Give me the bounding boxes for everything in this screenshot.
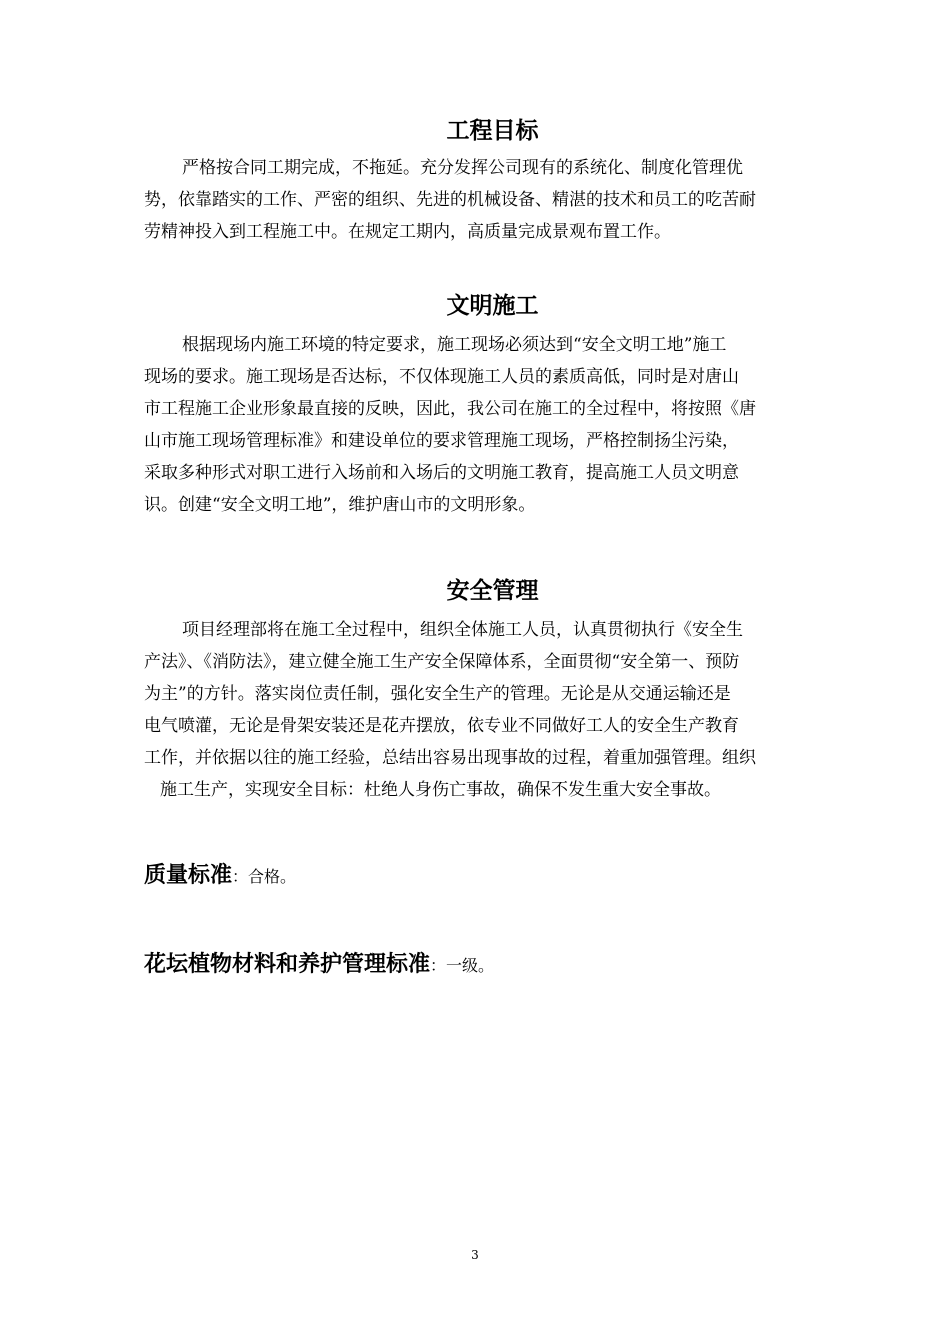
section-body-civilized-construction [144, 329, 808, 521]
paragraph-line: 项目经理部将在施工全过程中，组织全体施工人员，认真贯彻执行《安全生 [182, 620, 743, 640]
paragraph-line: 产法》、《消防法》，建立健全施工生产安全保障体系，全面贯彻“安全第一、预防 [144, 652, 740, 672]
paragraph-line: 劳精神投入到工程施工中。在规定工期内，高质量完成景观布置工作。 [144, 222, 671, 242]
paragraph-line: 现场的要求。施工现场是否达标，不仅体现施工人员的素质高低，同时是对唐山 [144, 367, 739, 387]
section-body-safety-management [144, 614, 808, 806]
flowerbed-standard-label: 花坛植物材料和养护管理标准 [144, 952, 431, 977]
paragraph-line: 识。创建“安全文明工地”，维护唐山市的文明形象。 [144, 495, 536, 515]
quality-standard-value: ：合格。 [232, 867, 297, 886]
section-title-safety-management: 安全管理 [446, 578, 539, 604]
quality-standard-label: 质量标准 [144, 863, 233, 888]
paragraph-line: 势，依靠踏实的工作、严密的组织、先进的机械设备、精湛的技术和员工的吃苦耐 [144, 190, 756, 210]
paragraph-line: 严格按合同工期完成，不拖延。充分发挥公司现有的系统化、制度化管理优 [182, 158, 743, 178]
quality-standard [144, 861, 296, 892]
paragraph-line: 采取多种形式对职工进行入场前和入场后的文明施工教育，提高施工人员文明意 [144, 463, 739, 483]
paragraph-line: 电气喷灌，无论是骨架安装还是花卉摆放，依专业不同做好工人的安全生产教育 [144, 716, 739, 736]
section-title-civilized-construction: 文明施工 [446, 293, 539, 319]
paragraph-line: 山市施工现场管理标准》和建设单位的要求管理施工现场，严格控制扬尘污染， [144, 431, 739, 451]
flowerbed-maintenance-standard [144, 950, 494, 981]
paragraph-line: 根据现场内施工环境的特定要求，施工现场必须达到“安全文明工地”施工 [182, 335, 727, 355]
page-number: 3 [471, 1248, 479, 1262]
paragraph-line: 市工程施工企业形象最直接的反映，因此，我公司在施工的全过程中，将按照《唐 [144, 399, 756, 419]
paragraph-line: 为主”的方针。落实岗位责任制，强化安全生产的管理。无论是从交通运输还是 [144, 684, 731, 704]
paragraph-line: 工作，并依据以往的施工经验，总结出容易出现事故的过程，着重加强管理。组织 [144, 748, 756, 768]
paragraph-line: 施工生产，实现安全目标：杜绝人身伤亡事故，确保不发生重大安全事故。 [160, 780, 721, 800]
section-title-project-goal: 工程目标 [446, 118, 539, 144]
section-body-project-goal [144, 152, 808, 248]
flowerbed-standard-value: ：一级。 [430, 956, 495, 975]
